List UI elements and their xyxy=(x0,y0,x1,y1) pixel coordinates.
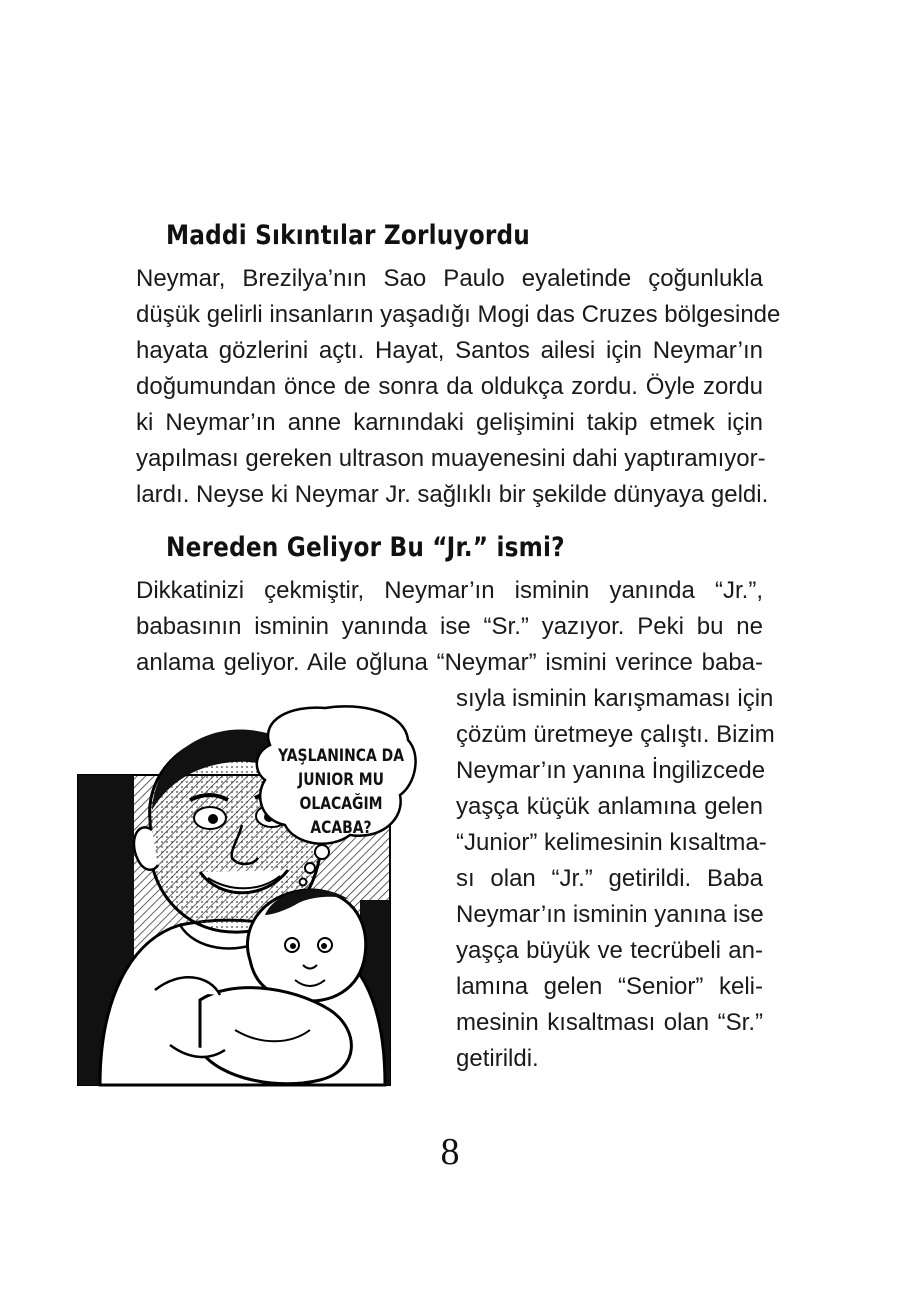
column-line: mesinin kısaltması olan “Sr.” xyxy=(456,1009,763,1036)
section-heading: Nereden Geliyor Bu “Jr.” ismi? xyxy=(166,532,565,563)
body-line: doğumundan önce de sonra da oldukça zordu. Öyle zordu xyxy=(136,373,763,400)
page-number: 8 xyxy=(440,1131,460,1173)
body-line: lardı. Neyse ki Neymar Jr. sağlıklı bir şekilde dünyaya geldi. xyxy=(136,481,769,508)
column-line: “Junior” kelimesinin kısaltma- xyxy=(456,829,767,856)
body-line: anlama geliyor. Aile oğluna “Neymar” ismini verince baba- xyxy=(136,649,763,676)
body-line: düşük gelirli insanların yaşadığı Mogi das Cruzes bölgesinde xyxy=(136,301,781,328)
column-line: Neymar’ın isminin yanına ise xyxy=(456,901,764,928)
column-line: Neymar’ın yanına İngilizcede xyxy=(456,757,766,784)
column-line: sı olan “Jr.” getirildi. Baba xyxy=(456,865,763,892)
column-line: çözüm üretmeye çalıştı. Bizim xyxy=(456,721,775,748)
body-line: babasının isminin yanında ise “Sr.” yazıyor. Peki bu ne xyxy=(136,613,763,640)
body-line: ki Neymar’ın anne karnındaki gelişimini takip etmek için xyxy=(136,409,763,436)
cartoon-illustration xyxy=(60,700,440,1110)
body-line: yapılması gereken ultrason muayenesini dahi yaptıramıyor- xyxy=(136,445,766,472)
column-line: getirildi. xyxy=(456,1045,539,1072)
column-line: lamına gelen “Senior” keli- xyxy=(456,973,763,1000)
body-line: Neymar, Brezilya’nın Sao Paulo eyaletinde çoğunlukla xyxy=(136,265,763,292)
column-line: yaşça büyük ve tecrübeli an- xyxy=(456,937,763,964)
column-line: sıyla isminin karışmaması için xyxy=(456,685,774,712)
section-heading: Maddi Sıkıntılar Zorluyordu xyxy=(166,220,530,251)
column-line: yaşça küçük anlamına gelen xyxy=(456,793,763,820)
speech-bubble-text: YAŞLANINCA DA JUNIOR MU OLACAĞIM ACABA? xyxy=(277,746,405,838)
body-line: Dikkatinizi çekmiştir, Neymar’ın isminin yanında “Jr.”, xyxy=(136,577,763,604)
body-line: hayata gözlerini açtı. Hayat, Santos ailesi için Neymar’ın xyxy=(136,337,763,364)
